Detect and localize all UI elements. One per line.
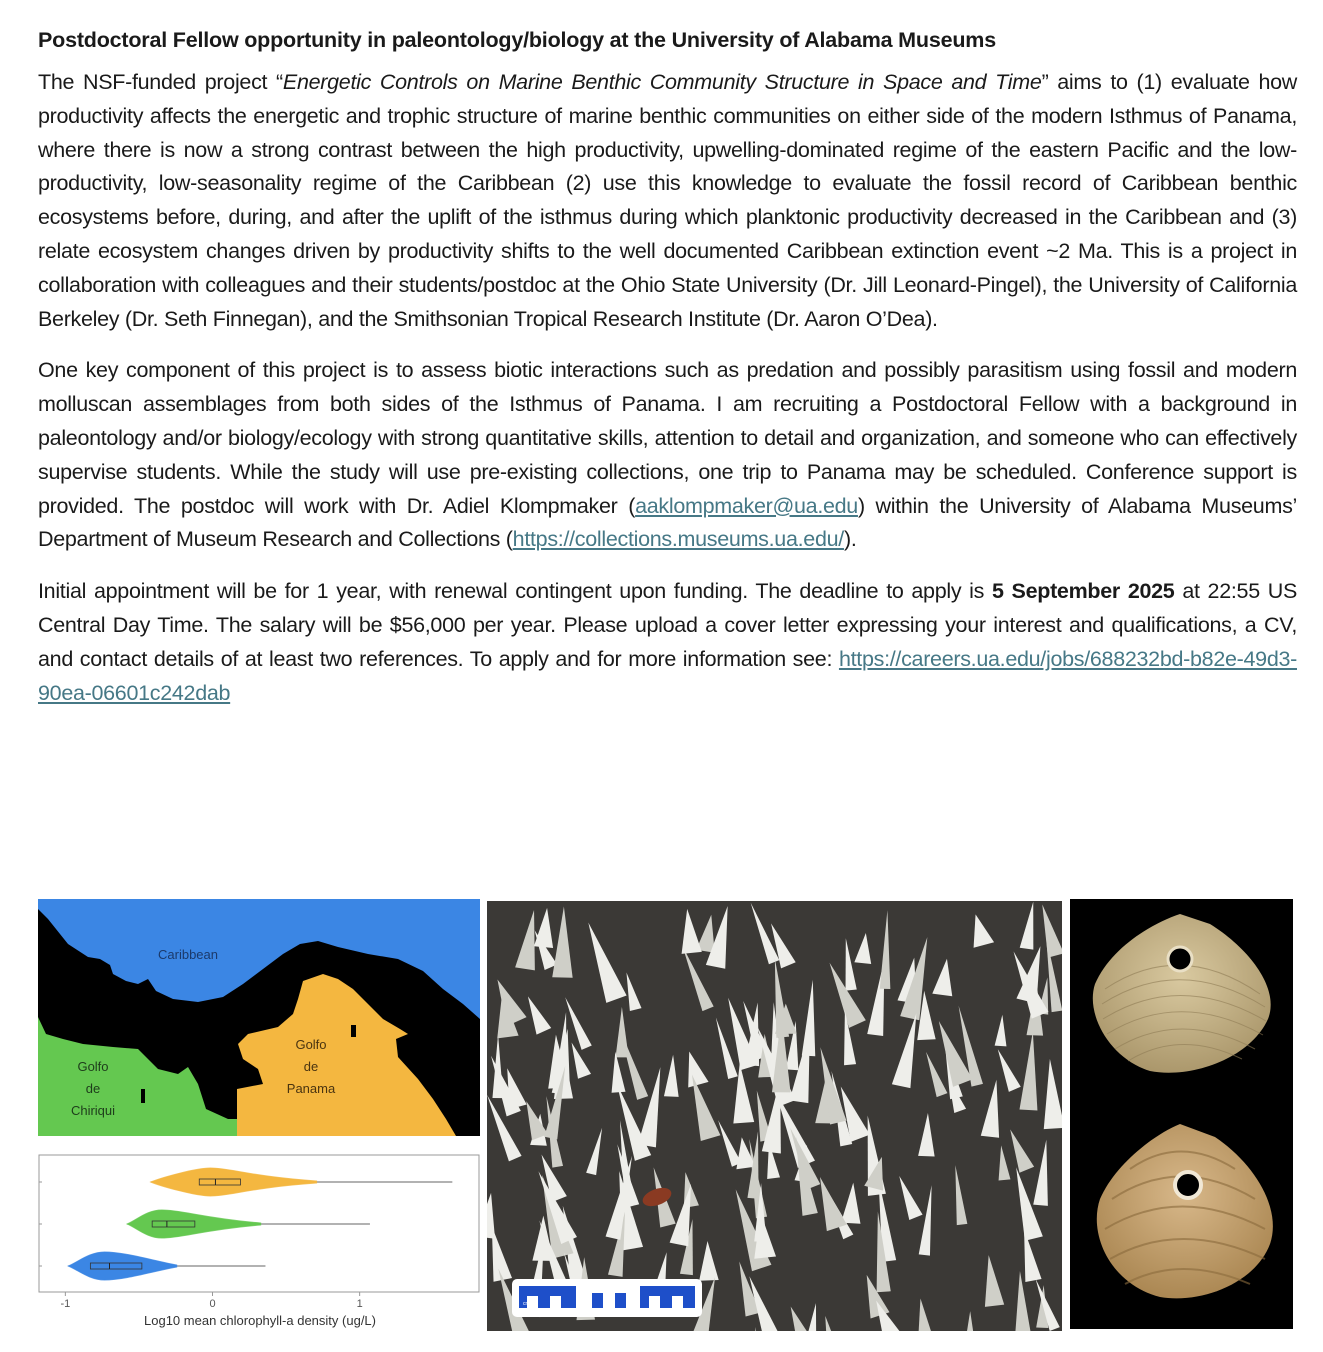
project-title: Energetic Controls on Marine Benthic Community Structure in Space and Time — [282, 70, 1042, 94]
p1-pre: The NSF-funded project “ — [38, 70, 283, 94]
fossil-gastropods-photo — [487, 901, 1062, 1331]
p2-text2: ) within the University of Alabama Museums’ Department of Museum Research and Collections ( — [38, 493, 1297, 552]
x-tick-label: 0 — [209, 1298, 216, 1310]
deadline: 5 September 2025 — [992, 579, 1175, 604]
x-tick-label: 1 — [356, 1298, 363, 1310]
p2-text3: ). — [843, 527, 857, 552]
panama-map — [38, 899, 480, 1136]
collections-link[interactable]: https://collections.museums.ua.edu/ — [512, 527, 844, 552]
paragraph-application — [38, 575, 1297, 710]
email-link[interactable]: aaklompmaker@ua.edu — [635, 493, 858, 518]
scale-bar-label: cm — [523, 1301, 530, 1307]
p1-post: ” aims to (1) evaluate how productivity affects the energetic and trophic structure of marine benthic communities on either side of the modern Isthmus of Panama, where there is now a strong contrast between the high productivity, upwelling-dominated regime of the eastern Pacific and the low-productivity, low-seasonality regime of the Caribbean (2) use this knowledge to evaluate the fossil record of Caribbean benthic ecosystems before, during, and after the uplift of the isthmus during which planktonic productivity decreased in the Caribbean and (3) relate ecosystem changes driven by productivity shifts to the well documented Caribbean extinction event ~2 Ma. This is a project in collaboration with colleagues and their students/postdoc at the Ohio State University (Dr. Jill Leonard-Pingel), the University of California Berkeley (Dr. Seth Finnegan), and the Smithsonian Tropical Research Institute (Dr. Aaron O’Dea). — [38, 70, 1297, 331]
apply-link[interactable]: https://careers.ua.edu/jobs/688232bd-b82e-49d3-90ea-06601c242dab — [38, 646, 1297, 705]
scale-bar — [512, 1279, 702, 1317]
paragraph-position — [38, 354, 1297, 557]
document — [38, 24, 1297, 728]
drilled-bivalves-photo — [1070, 899, 1293, 1329]
paragraph-project — [38, 66, 1297, 336]
x-tick-label: -1 — [60, 1298, 71, 1310]
p3-text2: at 22:55 US Central Day Time. The salary will be $56,000 per year. Please upload a cover letter expressing your interest and qualifications, a CV, and contact details of at least two references. To apply and for more information see: — [38, 579, 1298, 671]
p3-text1: Initial appointment will be for 1 year, with renewal contingent upon funding. The deadline to apply is — [38, 579, 992, 604]
island — [141, 1089, 145, 1103]
p2-text1: One key component of this project is to assess biotic interactions such as predation and possibly parasitism using fossil and modern molluscan assemblages from both sides of the Isthmus of Panama. I am recruiting a Postdoctoral Fellow with a background in paleontology and/or biology/ecology with strong quantitative skills, attention to detail and organization, and someone who can effectively supervise students. While the study will use pre-existing collections, one trip to Panama may be scheduled. Conference support is provided. The postdoc will work with Dr. Adiel Klompmaker ( — [38, 358, 1297, 518]
label-panama-1: Golfo — [295, 1037, 327, 1052]
label-chiriqui-3: Chiriqui — [70, 1103, 116, 1118]
chlorophyll-violin-chart — [38, 1154, 480, 1334]
label-chiriqui-2: de — [85, 1081, 101, 1096]
label-panama-3: Panama — [286, 1081, 336, 1096]
page-title: Postdoctoral Fellow opportunity in paleontology/biology at the University of Alabama Museums — [38, 28, 996, 52]
island — [351, 1025, 356, 1037]
label-panama-2: de — [303, 1059, 319, 1074]
x-axis-label: Log10 mean chlorophyll-a density (ug/L) — [144, 1313, 376, 1328]
label-chiriqui-1: Golfo — [77, 1059, 109, 1074]
figures — [38, 899, 1298, 1339]
label-caribbean: Caribbean — [158, 947, 218, 962]
